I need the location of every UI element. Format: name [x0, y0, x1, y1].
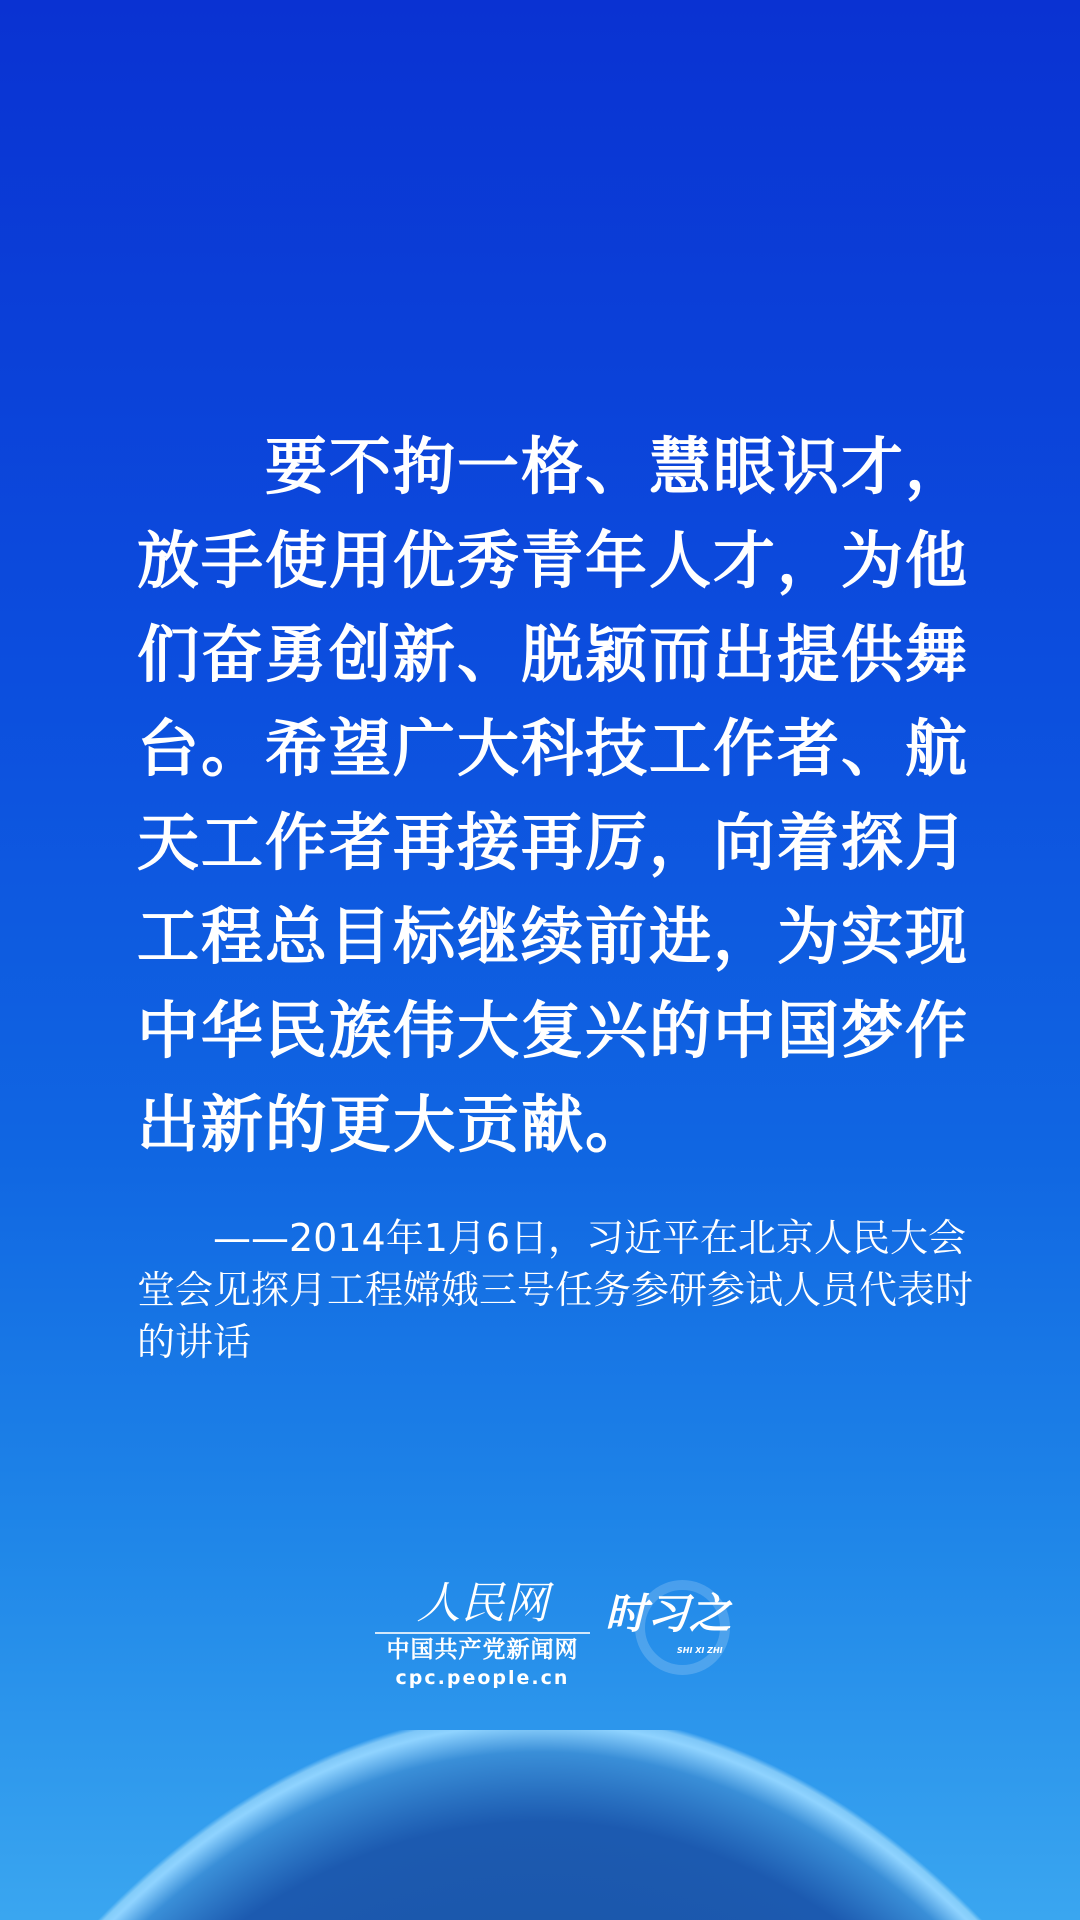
- quote-line: 天工作者再接再厉，向着探月: [137, 806, 970, 879]
- attribution-line: ——2014年1月6日，习近平在北京人民大会: [137, 1216, 967, 1260]
- quote-line: 工程总目标继续前进，为实现: [137, 900, 970, 973]
- quote-line: 台。希望广大科技工作者、航: [137, 712, 970, 785]
- brand-title: 时习之: [605, 1589, 732, 1638]
- quote-line: 要不拘一格、慧眼识才，: [137, 430, 970, 503]
- quote-text: [137, 420, 1007, 1172]
- attribution: [137, 1212, 1007, 1368]
- logo-url: cpc.people.cn: [395, 1667, 570, 1689]
- logo-name: 中国共产党新闻网: [386, 1637, 579, 1663]
- shixizhi-logo: [605, 1572, 735, 1692]
- attribution-line: 堂会见探月工程嫦娥三号任务参研参试人员代表时: [137, 1268, 974, 1312]
- earth-image: [0, 1730, 1080, 1920]
- quote-line: 中华民族伟大复兴的中国梦作: [137, 994, 970, 1067]
- quote-line: 们奋勇创新、脱颖而出提供舞: [137, 618, 970, 691]
- attribution-line: 的讲话: [137, 1320, 252, 1364]
- quote-line: 放手使用优秀青年人才，为他: [137, 524, 970, 597]
- quote-line: 出新的更大贡献。: [137, 1088, 650, 1161]
- people-cn-logo: [375, 1578, 590, 1690]
- brand-pinyin: SHI XI ZHI: [677, 1646, 723, 1655]
- logo-script: 人民网: [375, 1578, 590, 1634]
